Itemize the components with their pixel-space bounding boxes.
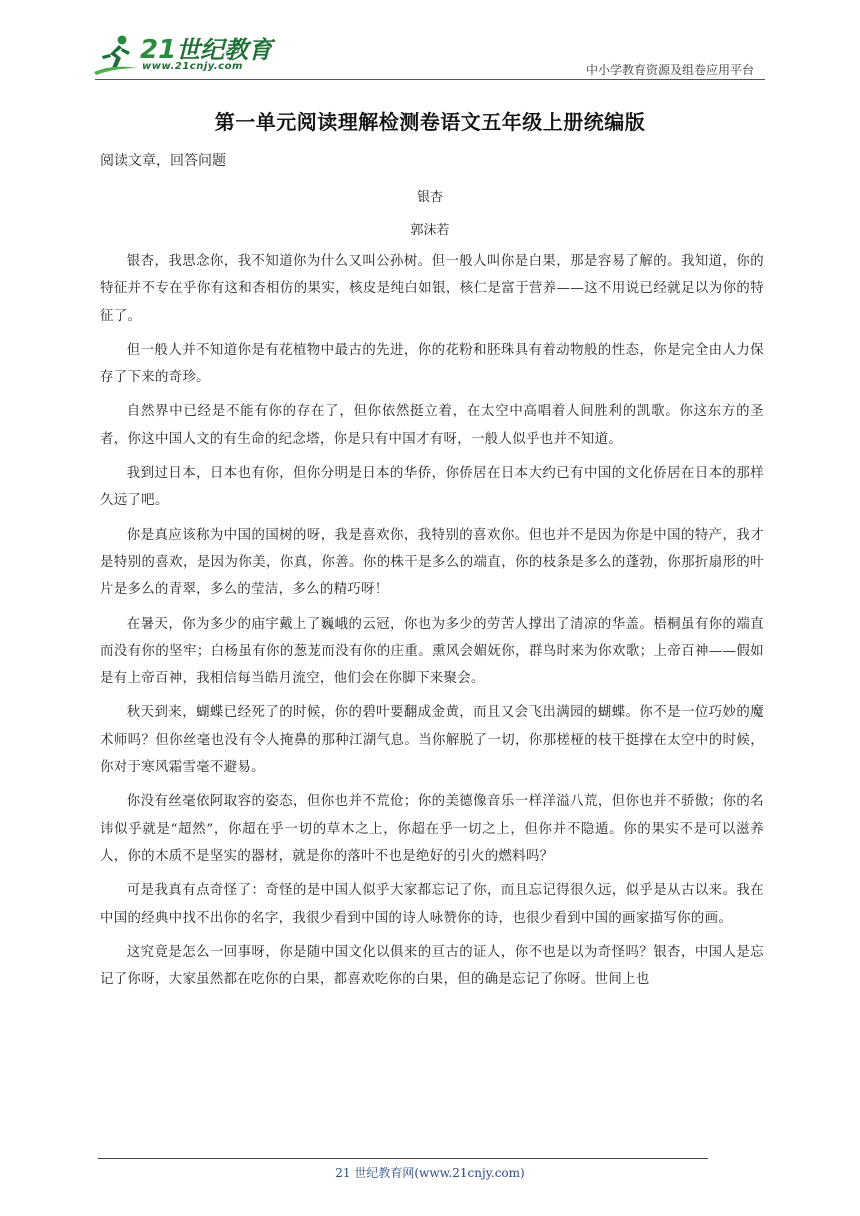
essay-title: 银杏 [416, 190, 443, 205]
paragraph: 你是真应该称为中国的国树的呀，我是喜欢你，我特别的喜欢你。但也并不是因为你是中国的特产，我才是特别的喜欢，是因为你美，你真，你善。你的株干是多么的端直，你的枝条是多么的蓬勃，你那折扇形的叶片是多么的青翠，多么的莹洁，多么的精巧呀！ [100, 527, 764, 598]
essay-author: 郭沫若 [410, 223, 450, 238]
runner-logo-icon [92, 34, 140, 76]
paragraph: 但一般人并不知道你是有花植物中最古的先进，你的花粉和胚珠具有着动物般的性态，你是完全由人力保存了下来的奇珍。 [100, 342, 764, 386]
document-title: 第一单元阅读理解检测卷语文五年级上册统编版 [214, 110, 646, 134]
paragraph: 自然界中已经是不能有你的存在了，但你依然挺立着，在太空中高唱着人间胜利的凯歌。你这东方的圣者，你这中国人文的有生命的纪念塔，你是只有中国才有呀，一般人似乎也并不知道。 [100, 404, 764, 447]
paragraph: 可是我真有点奇怪了：奇怪的是中国人似乎大家都忘记了你，而且忘记得很久远，似乎是从古以来。我在中国的经典中找不出你的名字，我很少看到中国的诗人咏赞你的诗，也很少看到中国的画家描写你的画。 [100, 883, 764, 926]
essay-body [100, 248, 764, 1000]
paragraph: 银杏，我思念你，我不知道你为什么又叫公孙树。但一般人叫你是白果，那是容易了解的。我知道，你的特征并不专在乎你有这和杏相仿的果实，核皮是纯白如银，核仁是富于营养——这不用说已经就足以为你的特征了。 [100, 254, 764, 324]
header-divider [95, 79, 765, 80]
paragraph: 在暑天，你为多少的庙宇戴上了巍峨的云冠，你也为多少的劳苦人撑出了清凉的华盖。梧桐虽有你的端直而没有你的坚牢；白杨虽有你的葱茏而没有你的庄重。熏风会媚妩你，群鸟时来为你欢歌；上帝百神——假如是有上帝百神，我相信每当皓月流空，他们会在你脚下来聚会。 [100, 616, 764, 687]
logo-wordmark [140, 30, 272, 65]
platform-name: 中小学教育资源及组卷应用平台 [585, 63, 754, 77]
paragraph: 我到过日本，日本也有你，但你分明是日本的华侨，你侨居在日本大约已有中国的文化侨居在日本的那样久远了吧。 [100, 466, 764, 509]
logo-main-text: 世纪教育 [176, 36, 273, 64]
logo [92, 30, 273, 78]
page-footer: 21 世纪教育网(www.21cnjy.com) [335, 1166, 525, 1180]
paragraph: 你没有丝毫依阿取容的姿态，但你也并不荒伧；你的美德像音乐一样洋溢八荒，但你也并不骄傲；你的名讳似乎就是“超然”，你超在乎一切的草木之上，你超在乎一切之上，但你并不隐遁。你的果实不是可以滋养人，你的木质不是坚实的器材，就是你的落叶不也是绝好的引火的燃料吗？ [100, 794, 764, 864]
instructions: 阅读文章，回答问题 [100, 153, 226, 169]
paragraph: 秋天到来，蝴蝶已经死了的时候，你的碧叶要翻成金黄，而且又会飞出满园的蝴蝶。你不是一位巧妙的魔术师吗？但你丝毫也没有令人掩鼻的那种江湖气息。当你解脱了一切，你那槎桠的枝干挺撑在太空中的时候，你对于寒风霜雪毫不避易。 [100, 705, 764, 776]
paragraph: 这究竟是怎么一回事呀，你是随中国文化以俱来的亘古的证人，你不也是以为奇怪吗？银杏，中国人是忘记了你呀，大家虽然都在吃你的白果，都喜欢吃你的白果，但的确是忘记了你呀。世间上也 [100, 944, 764, 988]
footer-divider [98, 1158, 708, 1159]
logo-url: www.21cnjy.com [142, 61, 243, 72]
logo-number: 21 [140, 35, 177, 65]
page-header [0, 0, 860, 82]
